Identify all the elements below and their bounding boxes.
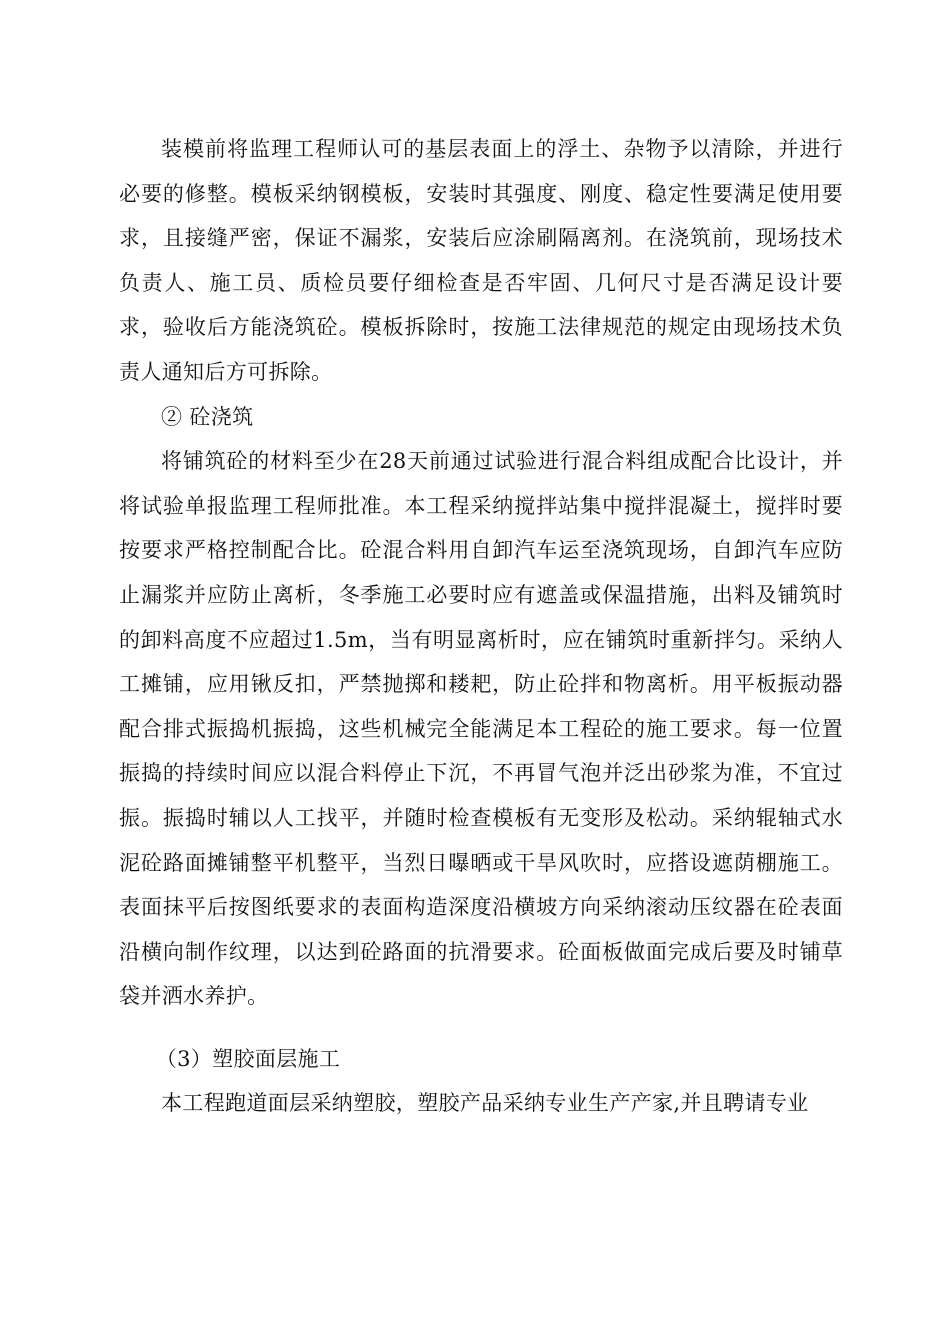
section-heading-concrete-pouring: ② 砼浇筑 (161, 404, 254, 429)
text-column (119, 127, 843, 1126)
paragraph-concrete-pouring: 将铺筑砼的材料至少在28天前通过试验进行混合料组成配合比设计，并将试验单报监理工程师批准。本工程采纳搅拌站集中搅拌混凝土，搅拌时要按要求严格控制配合比。砼混合料用自卸汽车运至浇筑现场，自卸汽车应防止漏浆并应防止离析，冬季施工必要时应有遮盖或保温措施，出料及铺筑时的卸料高度不应超过1.5m，当有明显离析时，应在铺筑时重新拌匀。采纳人工摊铺，应用锹反扣，严禁抛掷和耧耙，防止砼拌和物离析。用平板振动器配合排式振捣机振捣，这些机械完全能满足本工程砼的施工要求。每一位置振捣的持续时间应以混合料停止下沉，不再冒气泡并泛出砂浆为准，不宜过振。振捣时辅以人工找平，并随时检查模板有无变形及松动。采纳辊轴式水泥砼路面摊铺整平机整平，当烈日曝晒或干旱风吹时，应搭设遮荫棚施工。表面抹平后按图纸要求的表面构造深度沿横坡方向采纳滚动压纹器在砼表面沿横向制作纹理，以达到砼路面的抗滑要求。砼面板做面完成后要及时铺草袋并洒水养护。 (119, 449, 843, 1009)
paragraph-rubber-surface: 本工程跑道面层采纳塑胶，塑胶产品采纳专业生产产家,并且聘请专业 (161, 1091, 809, 1116)
section-heading-rubber-surface: （3）塑胶面层施工 (155, 1046, 341, 1071)
paragraph-formwork: 装模前将监理工程师认可的基层表面上的浮土、杂物予以清除，并进行必要的修整。模板采纳钢模板，安装时其强度、刚度、稳定性要满足使用要求，且接缝严密，保证不漏浆，安装后应涂刷隔离剂。在浇筑前，现场技术负责人、施工员、质检员要仔细检查是否牢固、几何尺寸是否满足设计要求，验收后方能浇筑砼。模板拆除时，按施工法律规范的规定由现场技术负责人通知后方可拆除。 (119, 137, 843, 384)
